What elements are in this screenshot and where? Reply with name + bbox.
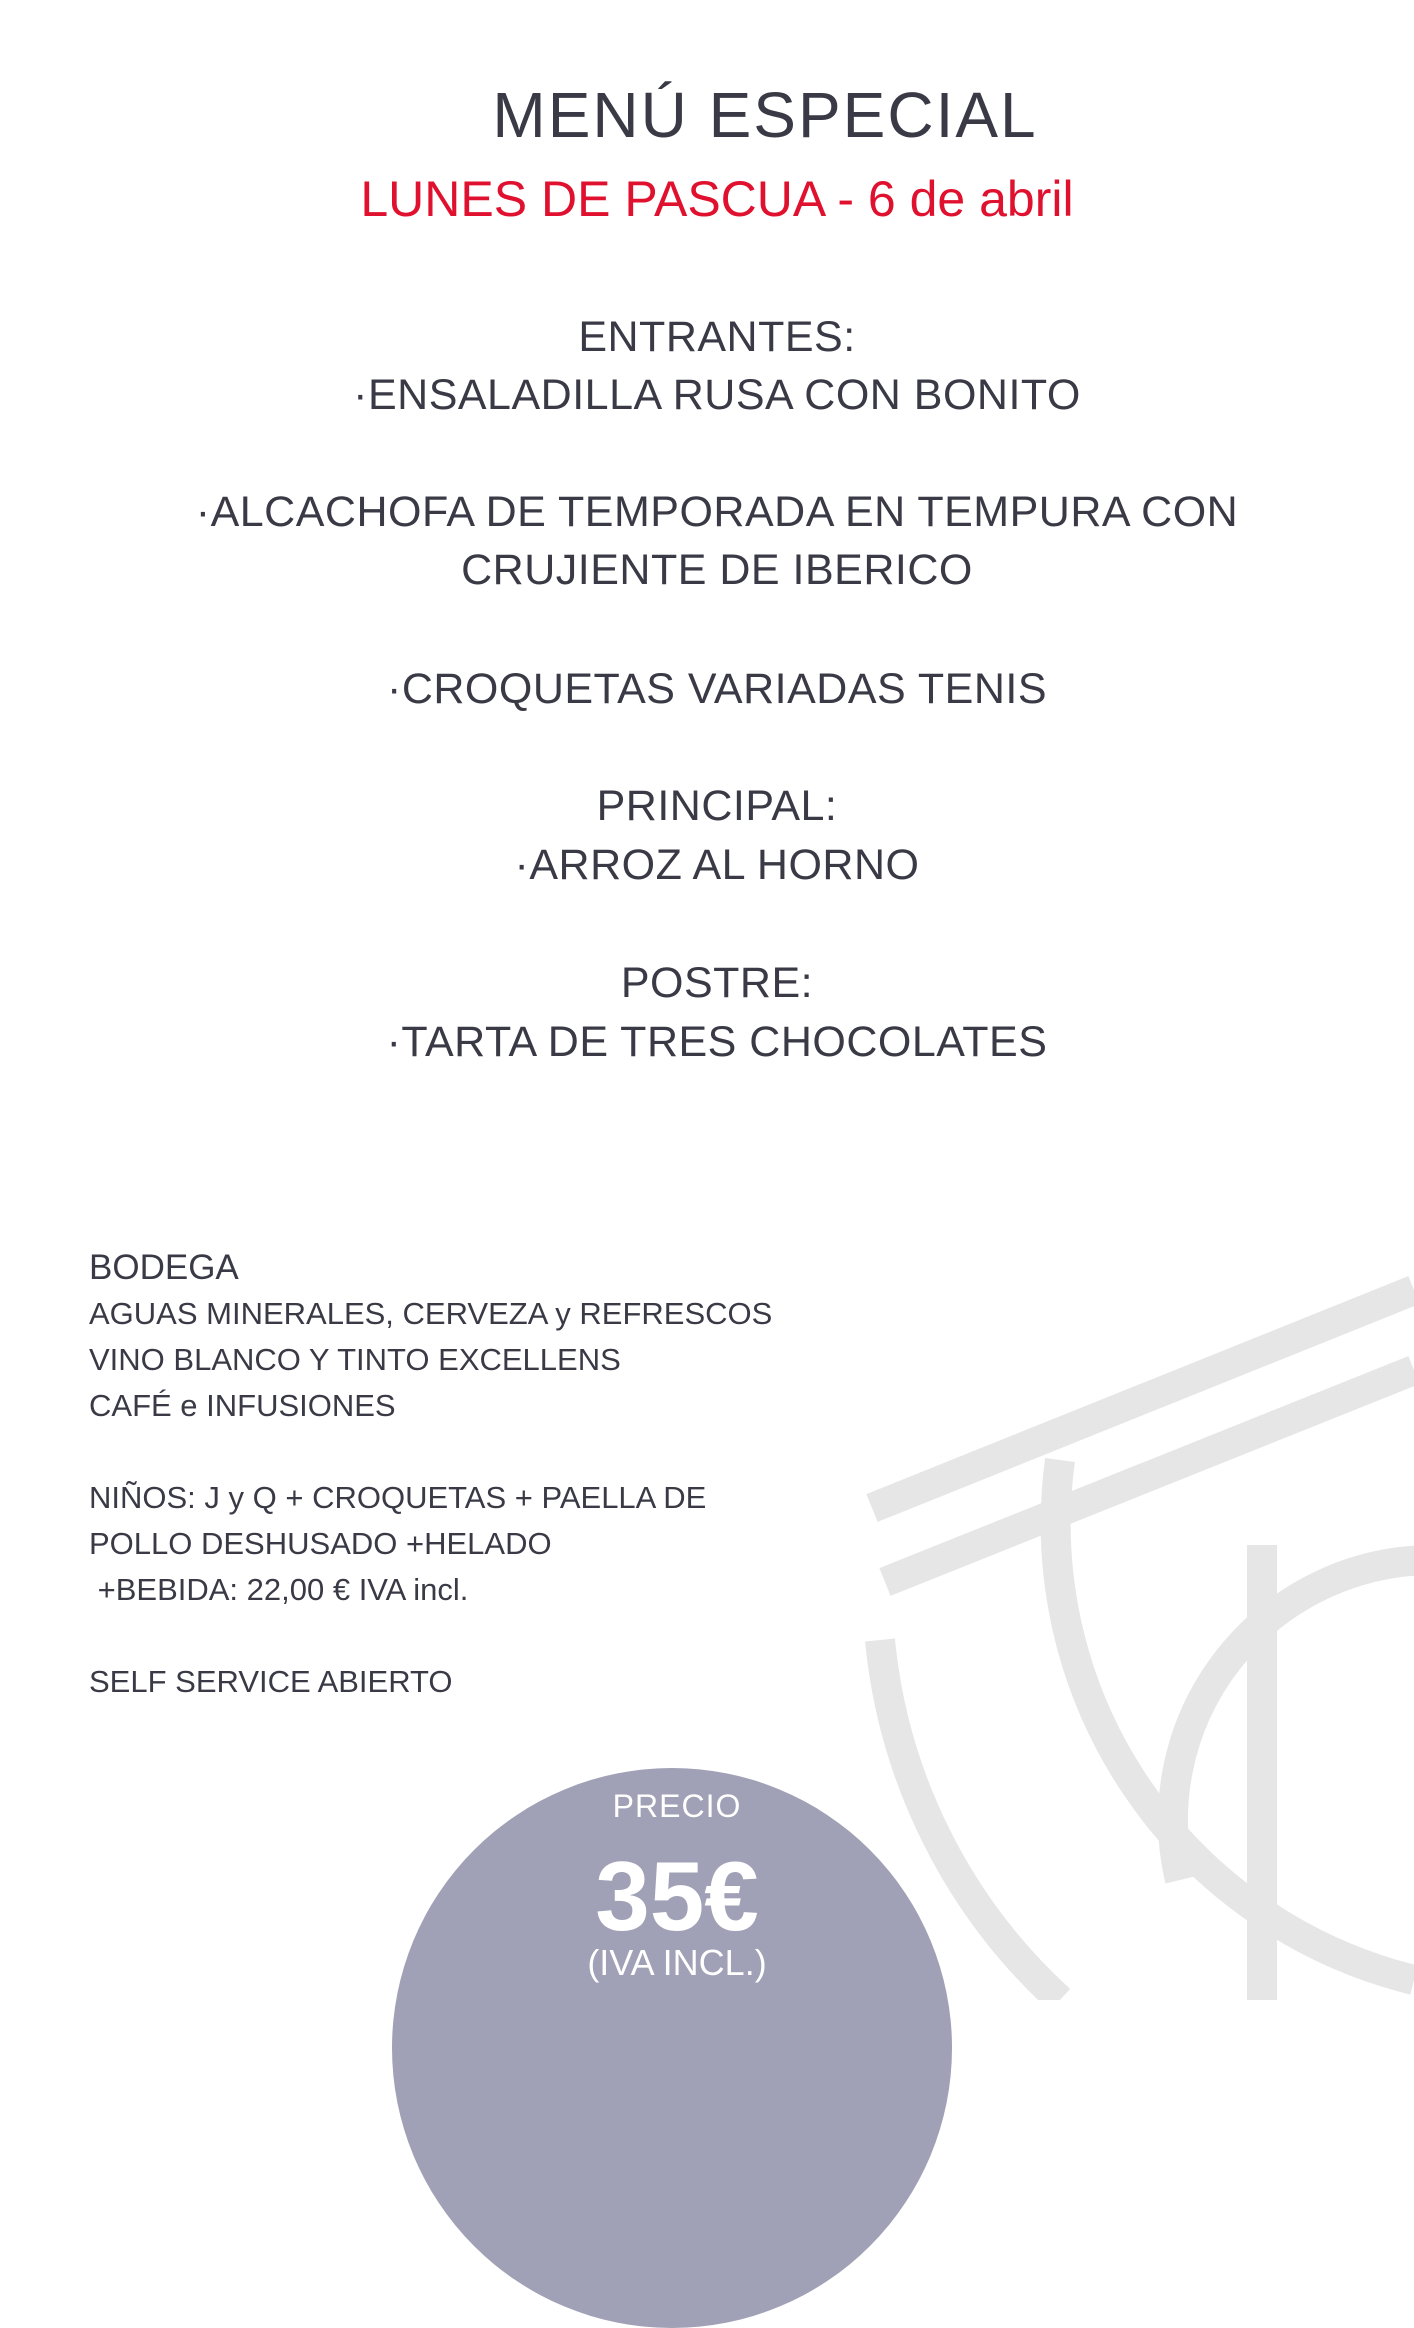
kids-line: POLLO DESHUSADO +HELADO — [89, 1526, 552, 1561]
main-heading: PRINCIPAL: — [596, 782, 838, 830]
kids-line: +BEBIDA: 22,00 € IVA incl. — [89, 1572, 469, 1607]
page-subtitle: LUNES DE PASCUA - 6 de abril — [360, 171, 1074, 227]
starter-item: ·CROQUETAS VARIADAS TENIS — [387, 665, 1047, 713]
starter-item-continued: CRUJIENTE DE IBERICO — [461, 546, 973, 594]
bodega-line: CAFÉ e INFUSIONES — [89, 1388, 396, 1423]
starter-item: ·ALCACHOFA DE TEMPORADA EN TEMPURA CON — [195, 488, 1239, 536]
kids-label: NIÑOS: — [89, 1480, 196, 1515]
bodega-heading: BODEGA — [89, 1248, 239, 1287]
starters-heading: ENTRANTES: — [578, 313, 856, 361]
kids-line — [89, 1475, 772, 1521]
bodega-line: AGUAS MINERALES, CERVEZA y REFRESCOS — [89, 1296, 773, 1331]
bodega-line: VINO BLANCO Y TINTO EXCELLENS — [89, 1342, 621, 1377]
price-note: (IVA INCL.) — [587, 1942, 767, 1983]
spacer — [89, 1429, 772, 1475]
self-service-note: SELF SERVICE ABIERTO — [89, 1664, 453, 1699]
dessert-item: ·TARTA DE TRES CHOCOLATES — [386, 1018, 1048, 1066]
price-value: 35€ — [595, 1841, 759, 1951]
kids-text: J y Q + CROQUETAS + PAELLA DE — [195, 1480, 707, 1515]
starter-item: ·ENSALADILLA RUSA CON BONITO — [353, 371, 1081, 419]
page-title: MENÚ ESPECIAL — [492, 79, 1038, 151]
spacer — [89, 1613, 772, 1659]
price-label: PRECIO — [612, 1788, 742, 1824]
info-section — [89, 1245, 772, 1705]
main-item: ·ARROZ AL HORNO — [514, 841, 920, 889]
dessert-heading: POSTRE: — [620, 959, 814, 1007]
